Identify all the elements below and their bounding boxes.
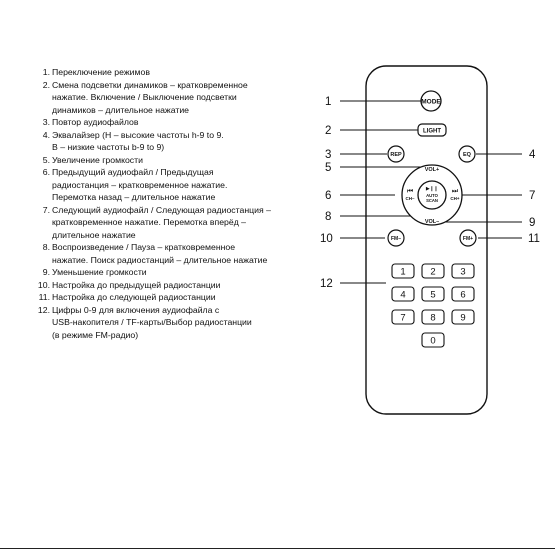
mode-label: MODE (421, 98, 441, 106)
digit-label: 4 (400, 289, 406, 301)
ch-plus-label: CH+ (450, 196, 460, 201)
callout-2: 2 (325, 125, 332, 137)
legend-text: Уменьшение громкости (52, 267, 147, 277)
legend-number: 2. (42, 79, 50, 90)
legend-number: 1. (42, 67, 50, 77)
legend-text: длительное нажатие (52, 229, 136, 240)
callout-11: 11 (528, 233, 540, 245)
eq-label: EQ (463, 152, 471, 158)
fm-plus-button[interactable] (460, 230, 476, 246)
callout-9: 9 (529, 217, 536, 229)
digit-label: 6 (460, 289, 466, 301)
legend-text: Повтор аудиофайлов (52, 117, 139, 127)
bottom-rule (0, 548, 555, 549)
fm-minus-button[interactable] (388, 230, 404, 246)
rep-label: REP (390, 152, 402, 158)
legend-number: 3. (42, 117, 50, 127)
legend-text: радиостанция – кратковременное нажатие. (52, 179, 228, 190)
legend-text: динамиков – длительное нажатие (52, 104, 190, 115)
callout-10: 10 (320, 233, 333, 245)
legend-text: Воспроизведение / Пауза – кратковременное (52, 242, 236, 252)
digit-button-7[interactable] (392, 310, 414, 324)
callout-7: 7 (529, 190, 536, 202)
digit-label: 9 (460, 312, 466, 324)
digit-label: 3 (460, 266, 466, 278)
fm-minus-label: FM– (391, 236, 401, 242)
legend-text: USB-накопителя / TF-карты/Выбор радиостанции (52, 317, 252, 327)
repeat-button[interactable] (388, 146, 404, 162)
mode-button[interactable] (421, 91, 441, 111)
vol-up-button[interactable]: VOL+ (424, 167, 440, 173)
legend-text: Переключение режимов (52, 67, 150, 77)
legend-text: Настройка до следующей радиостанции (52, 292, 216, 302)
digit-label: 7 (400, 312, 406, 324)
legend-text: B – низкие частоты b-9 to 9) (52, 142, 165, 152)
play-pause-icon: ▶❙❙ (425, 186, 439, 192)
digit-label: 0 (430, 335, 436, 347)
play-pause-button[interactable] (418, 181, 446, 209)
legend-text: Смена подсветки динамиков – кратковременное (52, 79, 248, 90)
legend-number: 4. (42, 129, 50, 140)
legend-number: 8. (42, 242, 50, 252)
digit-label: 1 (400, 266, 406, 278)
legend-text: Следующий аудиофайл / Следующая радиостанция – (52, 204, 271, 215)
digit-label: 5 (430, 289, 436, 301)
legend-number: 5. (42, 154, 50, 165)
digit-label: 8 (430, 312, 436, 324)
callout-4: 4 (529, 149, 536, 161)
legend-text: Предыдущий аудиофайл / Предыдущая (52, 167, 214, 177)
legend-number: 12. (37, 304, 50, 315)
digit-button-8[interactable] (422, 310, 444, 324)
vol-down-button[interactable]: VOL– (424, 219, 440, 225)
legend-text: нажатие. Включение / Выключение подсветки (52, 92, 237, 102)
legend-number: 6. (42, 167, 50, 177)
legend-number: 9. (42, 267, 50, 277)
callout-6: 6 (325, 190, 332, 202)
legend-text: кратковременное нажатие. Перемотка вперёд – (52, 217, 247, 227)
previous-icon: ⏮ (406, 188, 414, 195)
light-button[interactable] (418, 124, 446, 136)
digit-button-9[interactable] (452, 310, 474, 324)
callout-12: 12 (320, 278, 333, 290)
digit-button-3[interactable] (452, 264, 474, 278)
callout-3: 3 (325, 149, 332, 161)
digit-button-4[interactable] (392, 287, 414, 301)
scan-label: SCAN (426, 198, 438, 203)
legend-number: 7. (42, 204, 50, 215)
light-label: LIGHT (423, 128, 441, 135)
legend-text: (в режиме FM-радио) (52, 329, 139, 340)
legend-text: Цифры 0-9 для включения аудиофайла с (52, 304, 220, 315)
callout-5: 5 (325, 162, 332, 174)
legend-text: Перемотка назад – длительное нажатие (52, 192, 216, 202)
legend-text: Увеличение громкости (52, 154, 143, 165)
legend-text: нажатие. Поиск радиостанций – длительное нажатие (52, 254, 268, 265)
digit-button-2[interactable] (422, 264, 444, 278)
legend-text: Настройка до предыдущей радиостанции (52, 279, 221, 290)
fm-plus-label: FM+ (462, 236, 474, 242)
digit-button-0[interactable] (422, 333, 444, 347)
callout-8: 8 (325, 211, 332, 223)
legend-text: Эквалайзер (H – высокие частоты h-9 to 9. (52, 129, 224, 140)
legend-number: 10. (37, 279, 50, 290)
digit-button-1[interactable] (392, 264, 414, 278)
callout-1: 1 (325, 96, 332, 108)
digit-button-5[interactable] (422, 287, 444, 301)
digit-label: 2 (430, 266, 436, 278)
auto-label: AUTO (426, 193, 438, 198)
legend-number: 11. (38, 292, 50, 302)
digit-button-6[interactable] (452, 287, 474, 301)
next-icon: ⏭ (451, 188, 459, 195)
eq-button[interactable] (459, 146, 475, 162)
ch-minus-label: CH– (405, 196, 415, 201)
